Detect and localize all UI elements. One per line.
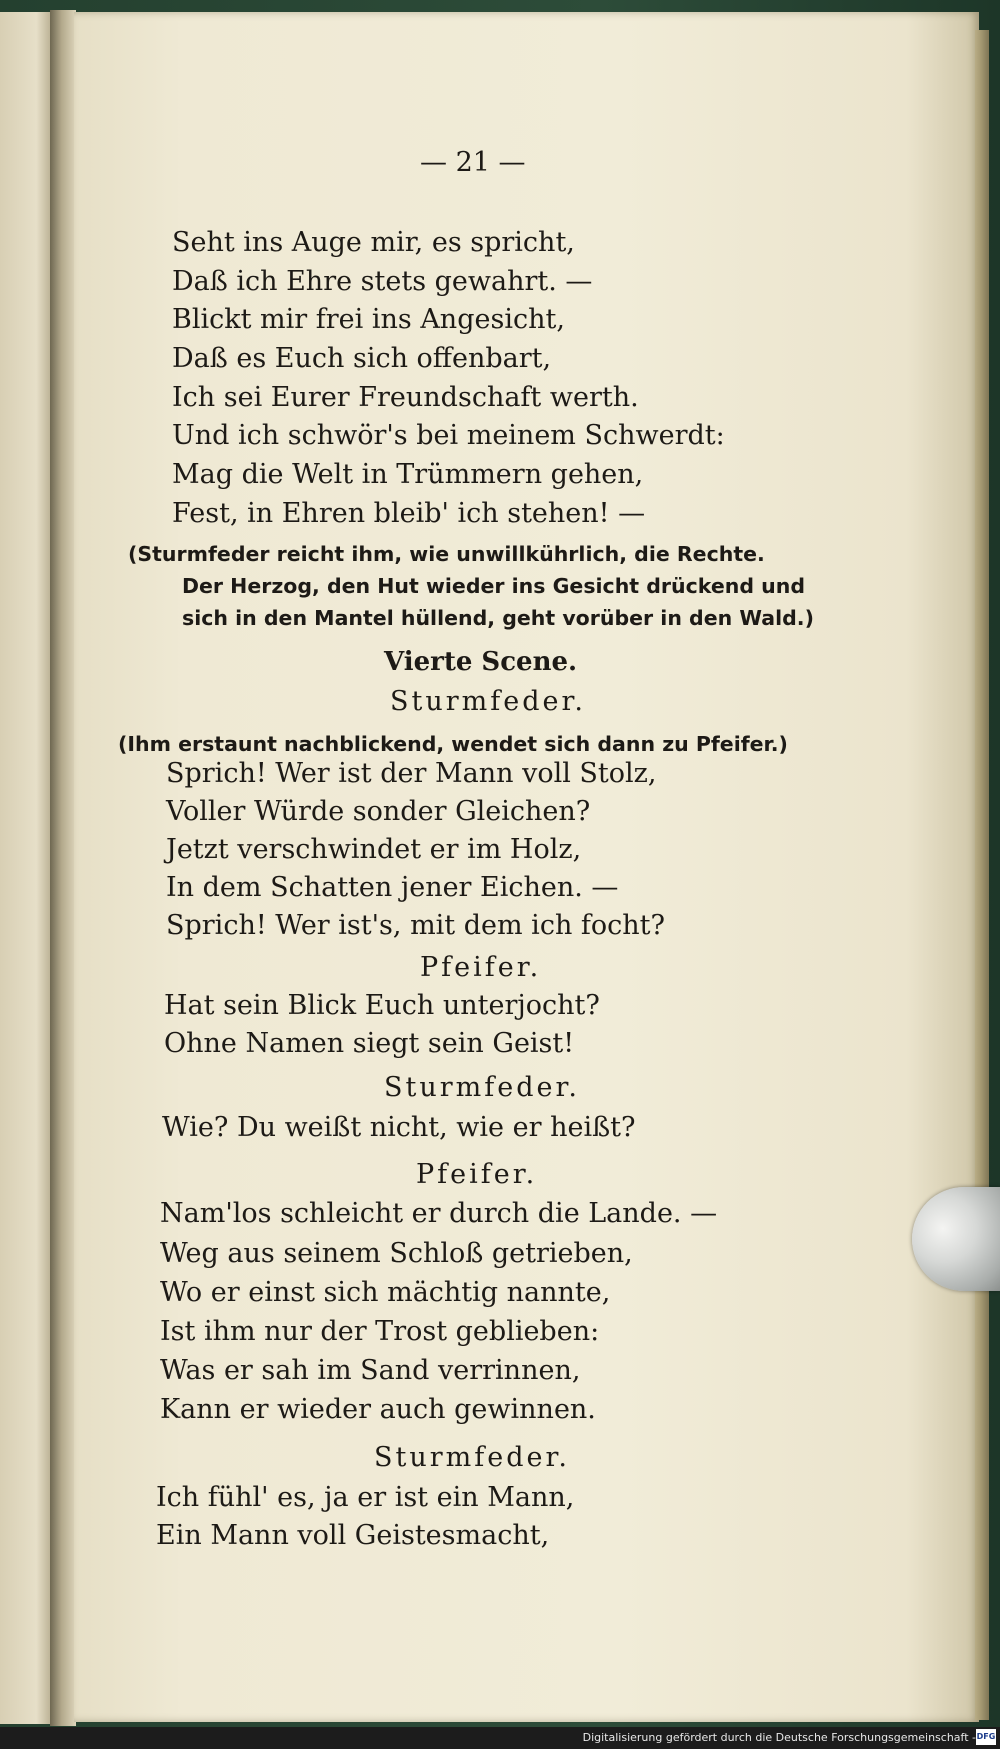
speaker-name: Sturmfeder.	[390, 686, 587, 717]
verse-line: Ohne Namen siegt sein Geist!	[164, 1028, 575, 1059]
verse-line: Weg aus seinem Schloß getrieben,	[160, 1238, 633, 1269]
verse-line: In dem Schatten jener Eichen. —	[166, 872, 619, 903]
verse-line: Wie? Du weißt nicht, wie er heißt?	[162, 1112, 636, 1143]
speaker-name: Sturmfeder.	[374, 1442, 571, 1473]
verse-line: Was er sah im Sand verrinnen,	[160, 1355, 581, 1386]
verse-line: Jetzt verschwindet er im Holz,	[166, 834, 582, 865]
stage-direction-line: sich in den Mantel hüllend, geht vorüber in den Wald.)	[182, 606, 814, 630]
verse-line: Fest, in Ehren bleib' ich stehen! —	[172, 498, 646, 529]
verse-line: Sprich! Wer ist's, mit dem ich focht?	[166, 910, 665, 941]
speaker-name: Sturmfeder.	[384, 1072, 581, 1103]
stage-direction-line: Der Herzog, den Hut wieder ins Gesicht drückend und	[182, 574, 806, 598]
verse-line: Mag die Welt in Trümmern gehen,	[172, 459, 644, 490]
verse-line: Sprich! Wer ist der Mann voll Stolz,	[166, 758, 657, 789]
dfg-logo-icon: DFG	[976, 1729, 996, 1745]
scene-title: Vierte Scene.	[384, 647, 578, 677]
footer-credit: Digitalisierung gefördert durch die Deutsche Forschungsgemeinschaft -	[582, 1731, 976, 1744]
verse-line: Kann er wieder auch gewinnen.	[160, 1394, 596, 1425]
stage-direction-line: (Sturmfeder reicht ihm, wie unwillkührlich, die Rechte.	[128, 542, 765, 566]
verse-line: Nam'los schleicht er durch die Lande. —	[160, 1198, 718, 1229]
verse-line: Wo er einst sich mächtig nannte,	[160, 1277, 611, 1308]
verse-line: Hat sein Blick Euch unterjocht?	[164, 990, 600, 1021]
verse-line: Blickt mir frei ins Angesicht,	[172, 304, 565, 335]
verse-line: Daß ich Ehre stets gewahrt. —	[172, 266, 593, 297]
left-page-edge	[0, 12, 53, 1724]
speaker-name: Pfeifer.	[416, 1159, 538, 1190]
book-gutter	[50, 10, 76, 1726]
verse-line: Voller Würde sonder Gleichen?	[166, 796, 591, 827]
stage-direction-2: (Ihm erstaunt nachblickend, wendet sich dann zu Pfeifer.)	[118, 732, 788, 756]
verse-line: Ist ihm nur der Trost geblieben:	[160, 1316, 600, 1347]
verse-line: Ein Mann voll Geistesmacht,	[156, 1520, 550, 1551]
verse-line: Daß es Euch sich offenbart,	[172, 343, 552, 374]
verse-line: Ich fühl' es, ja er ist ein Mann,	[156, 1482, 575, 1513]
page-number: — 21 —	[420, 147, 526, 178]
speaker-name: Pfeifer.	[420, 952, 542, 983]
page-stack-edge	[975, 30, 989, 1720]
verse-line: Und ich schwör's bei meinem Schwerdt:	[172, 420, 725, 451]
verse-line: Seht ins Auge mir, es spricht,	[172, 227, 575, 258]
verse-line: Ich sei Eurer Freundschaft werth.	[172, 382, 639, 413]
